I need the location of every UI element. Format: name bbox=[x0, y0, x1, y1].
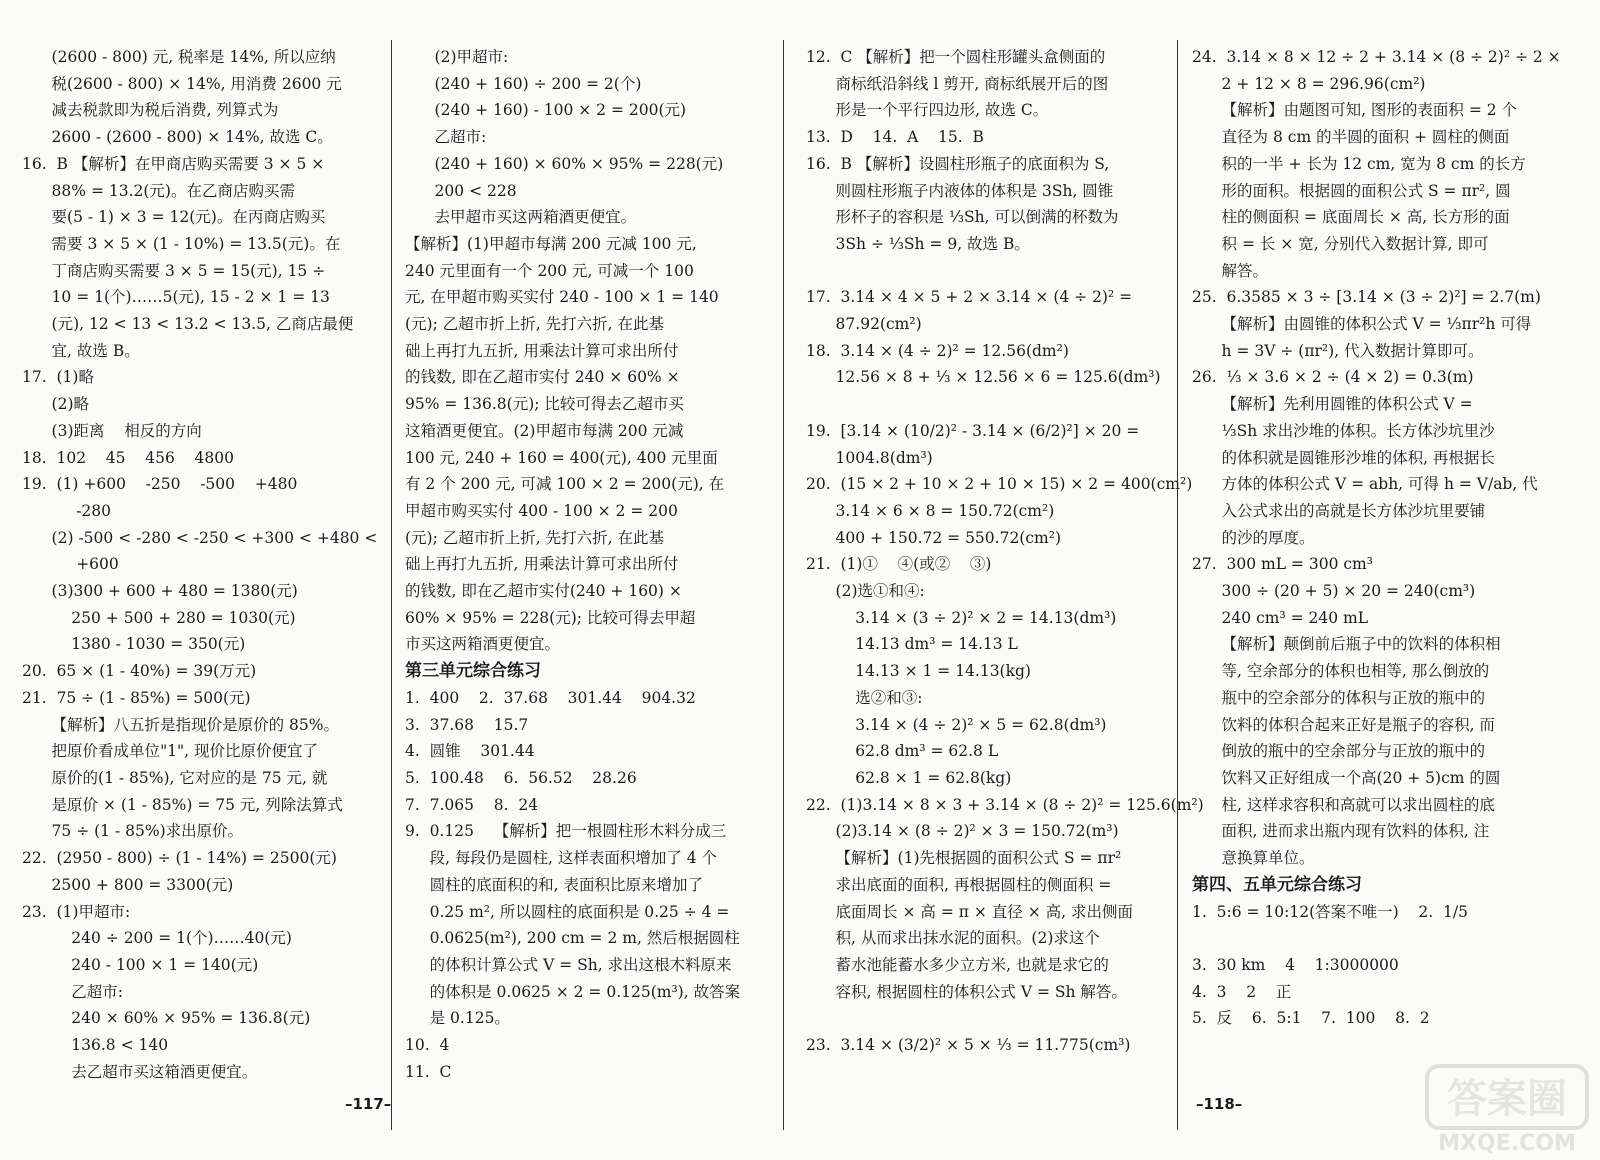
text-line: (元), 12 < 13 < 13.2 < 13.5, 乙商店最便 bbox=[22, 315, 354, 334]
text-line: 等, 空余部分的体积也相等, 那么倒放的 bbox=[1192, 662, 1490, 681]
text-line: 5. 反 6. 5:1 7. 100 8. 2 bbox=[1192, 1009, 1430, 1028]
watermark-logo bbox=[1425, 1060, 1590, 1155]
text-line: 3.14 × (3 ÷ 2)² × 2 = 14.13(dm³) bbox=[806, 608, 1117, 627]
text-line: 75 ÷ (1 - 85%)求出原价。 bbox=[22, 822, 244, 841]
text-line: 意换算单位。 bbox=[1192, 849, 1315, 868]
text-line: 20. (15 × 2 + 10 × 2 + 10 × 15) × 2 = 400(cm²) bbox=[806, 475, 1193, 494]
text-line: 这箱酒更便宜。(2)甲超市每满 200 元减 bbox=[405, 421, 684, 440]
text-line: 直径为 8 cm 的半圆的面积 + 圆柱的侧面 bbox=[1192, 128, 1510, 147]
text-line: 25. 6.3585 × 3 ÷ [3.14 × (3 ÷ 2)²] = 2.7(m) bbox=[1192, 288, 1541, 307]
text-line: (2) -500 < -280 < -250 < +300 < +480 < bbox=[22, 528, 378, 547]
text-line: 解答。 bbox=[1192, 261, 1269, 280]
text-line: (3)300 + 600 + 480 = 1380(元) bbox=[22, 582, 298, 601]
text-line: 丁商店购买需要 3 × 5 = 15(元), 15 ÷ bbox=[22, 261, 326, 280]
text-line: 容积, 根据圆柱的体积公式 V = Sh 解答。 bbox=[806, 982, 1127, 1001]
answer-column-2 bbox=[405, 44, 765, 1085]
text-line: 的体积是 0.0625 × 2 = 0.125(m³), 故答案 bbox=[405, 982, 741, 1001]
text-line: 的钱数, 即在乙超市实付(240 + 160) × bbox=[405, 582, 682, 601]
text-line: +600 bbox=[22, 555, 119, 574]
text-line: 蓄水池能蓄水多少立方米, 也就是求它的 bbox=[806, 955, 1109, 974]
text-line: 0.0625(m²), 200 cm = 2 m, 然后根据圆柱 bbox=[405, 929, 740, 948]
text-line: 240 cm³ = 240 mL bbox=[1192, 608, 1369, 627]
text-line: 88% = 13.2(元)。在乙商店购买需 bbox=[22, 181, 295, 200]
text-line: 95% = 136.8(元); 比较可得去乙超市买 bbox=[405, 395, 684, 414]
text-line: 14.13 dm³ = 14.13 L bbox=[806, 635, 1018, 654]
text-line: 面积, 进而求出瓶内现有饮料的体积, 注 bbox=[1192, 822, 1490, 841]
text-line: 3. 30 km 4 1:3000000 bbox=[1192, 955, 1399, 974]
text-line: 62.8 × 1 = 62.8(kg) bbox=[806, 768, 1012, 787]
text-line: 3.14 × (4 ÷ 2)² × 5 = 62.8(dm³) bbox=[806, 715, 1107, 734]
text-line bbox=[806, 258, 1176, 285]
text-line: 3. 37.68 15.7 bbox=[405, 715, 529, 734]
text-line: 求出底面的面积, 再根据圆柱的侧面积 = bbox=[806, 875, 1112, 894]
text-line: 圆柱的底面积的和, 表面积比原来增加了 bbox=[405, 875, 703, 894]
text-line: 饮料又正好组成一个高(20 + 5)cm 的圆 bbox=[1192, 768, 1501, 787]
text-line: 第三单元综合练习 bbox=[405, 661, 541, 682]
text-line: 12. C 【解析】把一个圆柱形罐头盒侧面的 bbox=[806, 48, 1106, 66]
text-line: h = 3V ÷ (πr²), 代入数据计算即可。 bbox=[1192, 341, 1484, 360]
text-line: 18. 3.14 × (4 ÷ 2)² = 12.56(dm²) bbox=[806, 341, 1069, 360]
text-line: 11. C bbox=[405, 1062, 452, 1081]
text-line: 1. 400 2. 37.68 301.44 904.32 bbox=[405, 688, 696, 707]
text-line: 是 0.125。 bbox=[405, 1009, 510, 1028]
text-line: 础上再打九五折, 用乘法计算可求出所付 bbox=[405, 341, 679, 360]
text-line: 26. ⅓ × 3.6 × 2 ÷ (4 × 2) = 0.3(m) bbox=[1192, 368, 1474, 387]
answer-column-3 bbox=[806, 44, 1204, 1059]
text-line: 则圆柱形瓶子内液体的体积是 3Sh, 圆锥 bbox=[806, 181, 1114, 200]
column-divider-3 bbox=[1177, 40, 1178, 1130]
text-line: 27. 300 mL = 300 cm³ bbox=[1192, 555, 1373, 574]
text-line: 300 ÷ (20 + 5) × 20 = 240(cm³) bbox=[1192, 582, 1476, 601]
text-line: 底面周长 × 高 = π × 直径 × 高, 求出侧面 bbox=[806, 902, 1133, 921]
column-divider-1 bbox=[391, 40, 392, 1130]
text-line: 400 + 150.72 = 550.72(cm²) bbox=[806, 528, 1061, 547]
text-line: 7. 7.065 8. 24 bbox=[405, 795, 539, 814]
text-line: 市买这两箱酒更便宜。 bbox=[405, 635, 561, 654]
text-line: 的体积计算公式 V = Sh, 求出这根木料原来 bbox=[405, 955, 732, 974]
text-line: 20. 65 × (1 - 40%) = 39(万元) bbox=[22, 662, 257, 681]
text-line: 有 2 个 200 元, 可减 100 × 2 = 200(元), 在 bbox=[405, 475, 725, 494]
text-line: 【解析】由圆锥的体积公式 V = ⅓πr²h 可得 bbox=[1192, 315, 1532, 334]
text-line: 87.92(cm²) bbox=[806, 315, 922, 334]
text-line: (2)选①和④: bbox=[806, 582, 925, 601]
text-line: 3Sh ÷ ⅓Sh = 9, 故选 B。 bbox=[806, 234, 1030, 253]
text-line: 5. 100.48 6. 56.52 28.26 bbox=[405, 768, 637, 787]
text-line: 去甲超市买这两箱酒更便宜。 bbox=[405, 208, 637, 227]
text-line: 19. [3.14 × (10/2)² - 3.14 × (6/2)²] × 20 = bbox=[806, 421, 1140, 440]
text-line: 宜, 故选 B。 bbox=[22, 341, 140, 360]
text-line: 积 = 长 × 宽, 分别代入数据计算, 即可 bbox=[1192, 234, 1489, 253]
text-line: 形是一个平行四边形, 故选 C。 bbox=[806, 101, 1049, 120]
text-line: 去乙超市买这箱酒更便宜。 bbox=[22, 1062, 258, 1081]
text-line: 200 < 228 bbox=[405, 181, 517, 200]
text-line: (2)3.14 × (8 ÷ 2)² × 3 = 150.72(m³) bbox=[806, 822, 1119, 841]
text-line: 10. 4 bbox=[405, 1036, 450, 1055]
text-line: 21. (1)① ④(或② ③) bbox=[806, 555, 992, 574]
text-line: 22. (2950 - 800) ÷ (1 - 14%) = 2500(元) bbox=[22, 849, 337, 868]
text-line: 240 元里面有一个 200 元, 可减一个 100 bbox=[405, 261, 694, 280]
text-line: 【解析】先利用圆锥的体积公式 V = bbox=[1192, 395, 1473, 414]
text-line bbox=[806, 1005, 1176, 1032]
text-line: 18. 102 45 456 4800 bbox=[22, 448, 234, 467]
text-line: 22. (1)3.14 × 8 × 3 + 3.14 × (8 ÷ 2)² = 125.6(m²) bbox=[806, 795, 1204, 814]
text-line: 【解析】(1)甲超市每满 200 元减 100 元, bbox=[405, 234, 697, 253]
text-line: 要(5 - 1) × 3 = 12(元)。在丙商店购买 bbox=[22, 208, 326, 227]
text-line: (240 + 160) ÷ 200 = 2(个) bbox=[405, 74, 642, 93]
text-line: 方体的体积公式 V = abh, 可得 h = V/ab, 代 bbox=[1192, 475, 1538, 494]
text-line: 税(2600 - 800) × 14%, 用消费 2600 元 bbox=[22, 74, 342, 93]
text-line: 减去税款即为税后消费, 列算式为 bbox=[22, 101, 279, 120]
text-line bbox=[1192, 925, 1562, 952]
text-line: (240 + 160) - 100 × 2 = 200(元) bbox=[405, 101, 687, 120]
text-line: 【解析】(1)先根据圆的面积公式 S = πr² bbox=[806, 849, 1122, 868]
text-line: 12.56 × 8 + ⅓ × 12.56 × 6 = 125.6(dm³) bbox=[806, 368, 1161, 387]
watermark-title: 答案圈 bbox=[1447, 1076, 1567, 1122]
text-line: 元, 在甲超市购买实付 240 - 100 × 1 = 140 bbox=[405, 288, 719, 307]
text-line: 是原价 × (1 - 85%) = 75 元, 列除法算式 bbox=[22, 795, 343, 814]
text-line: (2)甲超市: bbox=[405, 48, 509, 66]
text-line: 2 + 12 × 8 = 296.96(cm²) bbox=[1192, 74, 1426, 93]
answer-column-4 bbox=[1192, 44, 1562, 1032]
page-number-right: –118– bbox=[1196, 1095, 1243, 1113]
text-line: 1. 5:6 = 10:12(答案不唯一) 2. 1/5 bbox=[1192, 902, 1468, 921]
watermark-url: MXQE.COM bbox=[1438, 1131, 1576, 1155]
text-line: 60% × 95% = 228(元); 比较可得去甲超 bbox=[405, 608, 696, 627]
text-line: 积, 从而求出抹水泥的面积。(2)求这个 bbox=[806, 929, 1100, 948]
text-line: 24. 3.14 × 8 × 12 ÷ 2 + 3.14 × (8 ÷ 2)² ÷ 2 × bbox=[1192, 48, 1561, 66]
text-line: 乙超市: bbox=[405, 128, 487, 147]
text-line: (元); 乙超市折上折, 先打六折, 在此基 bbox=[405, 528, 664, 547]
text-line: (元); 乙超市折上折, 先打六折, 在此基 bbox=[405, 315, 664, 334]
text-line: 19. (1) +600 -250 -500 +480 bbox=[22, 475, 298, 494]
text-line: 23. (1)甲超市: bbox=[22, 902, 131, 921]
text-line: 饮料的体积合起来正好是瓶子的容积, 而 bbox=[1192, 715, 1495, 734]
text-line: 把原价看成单位"1", 现价比原价便宜了 bbox=[22, 742, 319, 761]
text-line: 瓶中的空余部分的体积与正放的瓶中的 bbox=[1192, 688, 1486, 707]
text-line: 础上再打九五折, 用乘法计算可求出所付 bbox=[405, 555, 679, 574]
text-line bbox=[806, 391, 1176, 418]
text-line: 4. 圆锥 301.44 bbox=[405, 742, 535, 761]
text-line: 14.13 × 1 = 14.13(kg) bbox=[806, 662, 1031, 681]
text-line: 21. 75 ÷ (1 - 85%) = 500(元) bbox=[22, 688, 251, 707]
text-line: 【解析】由题图可知, 图形的表面积 = 2 个 bbox=[1192, 101, 1518, 120]
text-line: 240 ÷ 200 = 1(个)……40(元) bbox=[22, 929, 292, 948]
text-line: 乙超市: bbox=[22, 982, 123, 1001]
text-line: 需要 3 × 5 × (1 - 10%) = 13.5(元)。在 bbox=[22, 234, 341, 253]
text-line: 1380 - 1030 = 350(元) bbox=[22, 635, 246, 654]
text-line: 形的面积。根据圆的面积公式 S = πr², 圆 bbox=[1192, 181, 1511, 200]
text-line: 甲超市购买实付 400 - 100 × 2 = 200 bbox=[405, 501, 678, 520]
text-line: 的体积就是圆锥形沙堆的体积, 再根据长 bbox=[1192, 448, 1495, 467]
text-line: 17. 3.14 × 4 × 5 + 2 × 3.14 × (4 ÷ 2)² = bbox=[806, 288, 1133, 307]
text-line: 【解析】颠倒前后瓶子中的饮料的体积相 bbox=[1192, 635, 1501, 654]
text-line: 17. (1)略 bbox=[22, 368, 94, 387]
text-line: 0.25 m², 所以圆柱的底面积是 0.25 ÷ 4 = bbox=[405, 902, 730, 921]
text-line: 1004.8(dm³) bbox=[806, 448, 933, 467]
text-line: 商标纸沿斜线 l 剪开, 商标纸展开后的图 bbox=[806, 74, 1109, 93]
text-line: 16. B 【解析】在甲商店购买需要 3 × 5 × bbox=[22, 154, 325, 173]
text-line: 倒放的瓶中的空余部分与正放的瓶中的 bbox=[1192, 742, 1486, 761]
text-line: 9. 0.125 【解析】把一根圆柱形木料分成三 bbox=[405, 822, 727, 841]
text-line: 250 + 500 + 280 = 1030(元) bbox=[22, 608, 296, 627]
text-line: -280 bbox=[22, 501, 112, 520]
text-line: 16. B 【解析】设圆柱形瓶子的底面积为 S, bbox=[806, 154, 1110, 173]
text-line: 的沙的厚度。 bbox=[1192, 528, 1315, 547]
text-line: (2)略 bbox=[22, 395, 90, 414]
text-line: 形杯子的容积是 ⅓Sh, 可以倒满的杯数为 bbox=[806, 208, 1119, 227]
text-line: 柱的侧面积 = 底面周长 × 高, 长方形的面 bbox=[1192, 208, 1510, 227]
text-line: 选②和③: bbox=[806, 688, 923, 707]
text-line: 240 × 60% × 95% = 136.8(元) bbox=[22, 1009, 311, 1028]
text-line: 段, 每段仍是圆柱, 这样表面积增加了 4 个 bbox=[405, 849, 718, 868]
text-line: 3.14 × 6 × 8 = 150.72(cm²) bbox=[806, 501, 1055, 520]
text-line: 入公式求出的高就是长方体沙坑里要铺 bbox=[1192, 501, 1486, 520]
text-line: 积的一半 + 长为 12 cm, 宽为 8 cm 的长方 bbox=[1192, 154, 1526, 173]
text-line: (3)距离 相反的方向 bbox=[22, 421, 202, 440]
text-line: 240 - 100 × 1 = 140(元) bbox=[22, 955, 259, 974]
text-line: (240 + 160) × 60% × 95% = 228(元) bbox=[405, 154, 724, 173]
column-divider-2 bbox=[783, 40, 784, 1130]
text-line: 柱, 这样求容积和高就可以求出圆柱的底 bbox=[1192, 795, 1495, 814]
text-line: 23. 3.14 × (3/2)² × 5 × ⅓ = 11.775(cm³) bbox=[806, 1036, 1131, 1055]
text-line: 62.8 dm³ = 62.8 L bbox=[806, 742, 999, 761]
text-line: ⅓Sh 求出沙堆的体积。长方体沙坑里沙 bbox=[1192, 421, 1495, 440]
text-line: 原价的(1 - 85%), 它对应的是 75 元, 就 bbox=[22, 768, 328, 787]
page-number-left: –117– bbox=[345, 1095, 392, 1113]
text-line: 13. D 14. A 15. B bbox=[806, 128, 984, 147]
text-line: 【解析】八五折是指现价是原价的 85%。 bbox=[22, 715, 339, 734]
text-line: 第四、五单元综合练习 bbox=[1192, 874, 1362, 895]
text-line: 2500 + 800 = 3300(元) bbox=[22, 875, 234, 894]
text-line: (2600 - 800) 元, 税率是 14%, 所以应纳 bbox=[22, 48, 336, 66]
text-line: 4. 3 2 正 bbox=[1192, 982, 1292, 1001]
answer-column-1 bbox=[22, 44, 380, 1085]
text-line: 2600 - (2600 - 800) × 14%, 故选 C。 bbox=[22, 128, 333, 147]
text-line: 的钱数, 即在乙超市实付 240 × 60% × bbox=[405, 368, 680, 387]
text-line: 136.8 < 140 bbox=[22, 1036, 169, 1055]
text-line: 100 元, 240 + 160 = 400(元), 400 元里面 bbox=[405, 448, 718, 467]
text-line: 10 = 1(个)……5(元), 15 - 2 × 1 = 13 bbox=[22, 288, 330, 307]
